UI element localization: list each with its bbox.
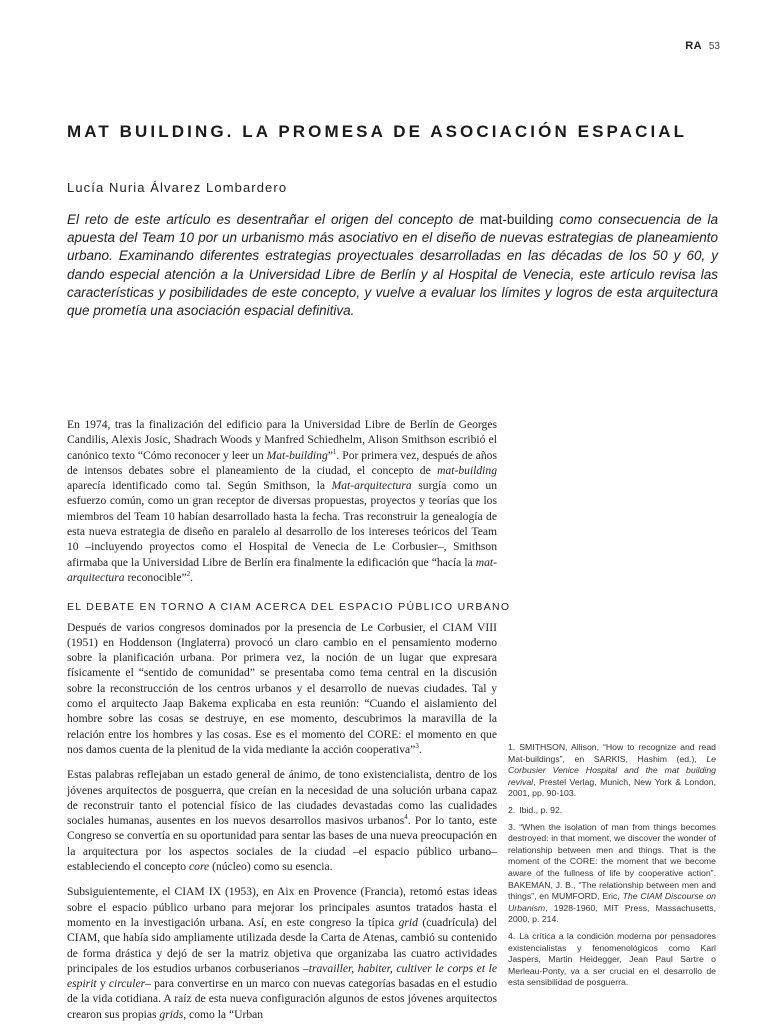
abstract: El reto de este artículo es desentrañar el origen del concepto de mat-building como consecuencia de la apuesta del Team 10 por un urbanismo más asociativo en el diseño de nuevas estrategias de planeamiento urbano. Examinando diferentes estrategias proyectuales desarrolladas en las décadas de los 50 y 60, y dando especial atención a la Universidad Libre de Berlín y al Hospital de Venecia, este artículo revisa las características y posibilidades de este concepto, y vuelve a evaluar los límites y logros de esta arquitectura que prometía una asociación espacial definitiva.	[67, 212, 718, 319]
running-header	[685, 40, 720, 52]
section-heading: EL DEBATE EN TORNO A CIAM ACERCA DEL ESPACIO PÚBLICO URBANO	[67, 601, 511, 614]
footnote-3: 3. “When the isolation of man from things becomes destroyed: in that moment, we discover the wonder of relationship between men and things. That is the moment of the CORE: the moment that we become aware of the fullness of life by cooperative action”. BAKEMAN, J. B., “The relationship between men and things”, en MUMFORD, Eric, The CIAM Discourse on Urbanism, 1928-1960, MIT Press, Massachusetts, 2000, p. 214.	[508, 821, 716, 925]
abstract-term: mat-building	[479, 212, 554, 227]
footnote-4: 4. La crítica a la condición moderna por pensadores existencialistas y fenomenológicos como Karl Jaspers, Martin Heidegger, Jean Paul Sartre o Merleau-Ponty, va a ser crucial en el desarrollo de esta sensibilidad de posguerra.	[508, 930, 716, 988]
article-title: MAT BUILDING. LA PROMESA DE ASOCIACIÓN ESPACIAL	[67, 122, 688, 141]
journal-logo: RA	[685, 40, 703, 52]
footnote-1: 1. SMITHSON, Allison, “How to recognize and read Mat-buildings”, en SARKIS, Hashim (ed.), Le Corbusier Venice Hospital and the mat building revival, Prestel Verlag, Munich, New York & London, 2001, pp. 90-103.	[508, 742, 716, 799]
main-text-column	[67, 417, 511, 1032]
footnote-ref: 1	[332, 447, 337, 456]
footnotes	[508, 742, 716, 994]
footnote-2: 2. Ibid., p. 92.	[508, 804, 563, 815]
paragraph-2: Después de varios congresos dominados por la presencia de Le Corbusier, el CIAM VIII (1951) en Hoddenson (Inglaterra) provocó un claro cambio en el pensamiento moderno sobre la planificación urbana. Por primera vez, la noción de un lugar que expresara físicamente el “sentido de comunidad” se presentaba como tema central en la discusión sobre la reconstrucción de los centros urbanos y el desarrollo de nuevas ciudades. Tal y como el arquitecto Jaap Bakema explicaba en esta reunión: “Cuando el aislamiento del hombre sobre las cosas se destruye, en ese momento, descubrimos la maravilla de la relación entre los hombres y las cosas. Ese es el momento del CORE: el momento en que nos damos cuenta de la plenitud de la vida mediante la acción cooperativa”$^3$.	[67, 620, 497, 756]
paragraph-4: Subsiguientemente, el CIAM IX (1953), en Aix en Provence (Francia), retomó estas ideas sobre el espacio público urbano para mejorar los principales asuntos tratados hasta el momento en la investigación urbana. Así, en este congreso la típica grid (cuadrícula) del CIAM, que había sido ampliamente utilizada desde la Carta de Atenas, cambió su contenido de forma drástica y dejó de ser la matriz objetiva que organizaba las cuatro actividades principales de los estudios urbanos corbuserianos –travailler, habiter, cultiver le corps et le espirit y circuler– para convertirse en un marco con nuevas categorías basadas en el estudio de la vida cotidiana. A raíz de esta nueva configuración algunos de estos jóvenes arquitectos crearon sus propias grids, como la “Urban	[67, 885, 497, 1021]
footnote-ref: 3	[415, 742, 419, 751]
paragraph-3: Estas palabras reflejaban un estado general de ánimo, de tono existencialista, dentro de los jóvenes arquitectos de posguerra, que creían en la necesidad de una solución urbana capaz de reconstruir tanto el potencial físico de las ciudades devastadas como las cualidades sociales humanas, ausentes en los nuevos desarrollos masivos urbanos$^4$. Por lo tanto, este Congreso se convertía en su oportunidad para sentar las bases de una nueva preocupación en la arquitectura por los aspectos sociales de la ciudad –el espacio público urbano– estableciendo el concepto core (núcleo) como su esencia.	[67, 768, 497, 874]
paragraph-1: En 1974, tras la finalización del edificio para la Universidad Libre de Berlín de Georges Candilis, Alexis Josic, Shadrach Woods y Manfred Schiedhelm, Alison Smithson escribió el canónico texto “Cómo reconocer y leer un Mat-building”$^1$. Por primera vez, después de años de intensos debates sobre el planeamiento de la ciudad, el concepto de mat-building aparecía identificado como tal. Según Smithson, la Mat-arquitectura surgía como un esfuerzo común, como un gran receptor de diversas propuestas, proyectos y teorías que los miembros del Team 10 habían desarrollado hasta la fecha. Tras reconstruir la genealogía de esta nueva estrategia de diseño en paralelo al desarrollo de los intereses teóricos del Team 10 –incluyendo proyectos como el Hospital de Venecia de Le Corbusier–, Smithson afirmaba que la Universidad Libre de Berlín era finalmente la edificación que “hacía la mat-arquitectura reconocible”$^2$.	[67, 418, 497, 584]
article-author: Lucía Nuria Álvarez Lombardero	[67, 180, 288, 195]
page-number: 53	[708, 41, 720, 52]
footnote-ref: 4	[404, 813, 408, 822]
footnote-ref: 2	[186, 570, 191, 579]
